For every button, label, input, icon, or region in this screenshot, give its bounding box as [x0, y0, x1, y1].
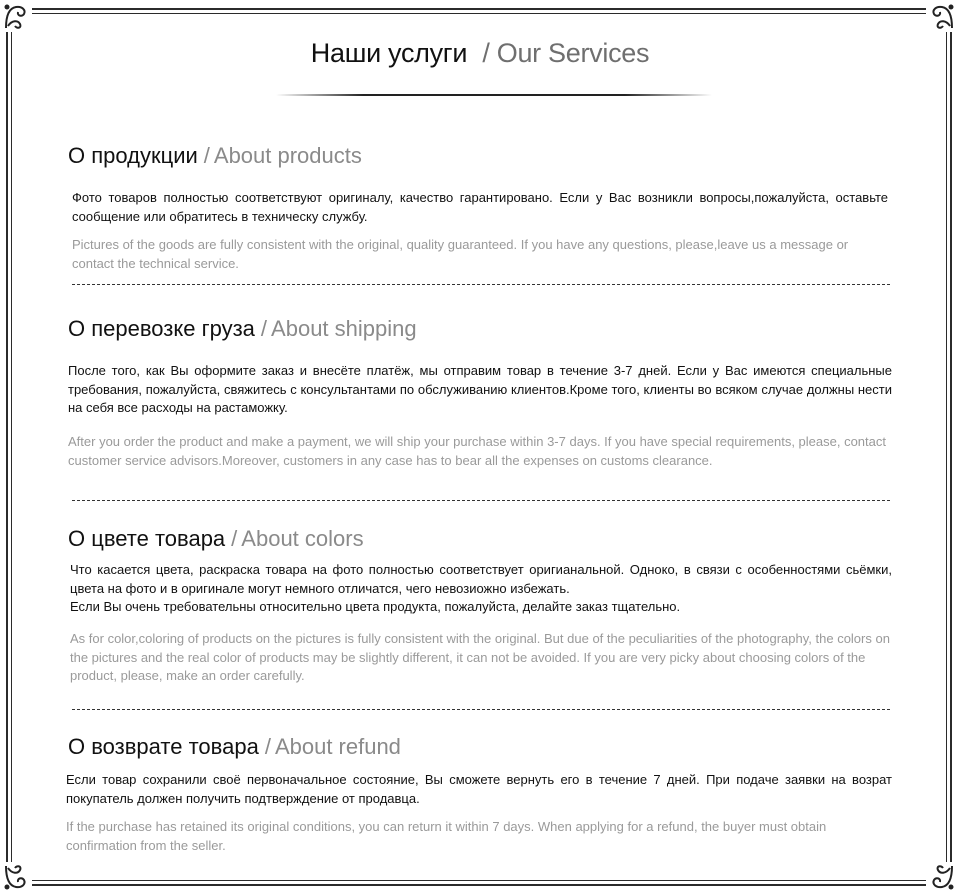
page-title: [0, 38, 960, 69]
heading-separator: /: [203, 143, 210, 168]
section-heading-en: About colors: [241, 526, 364, 551]
heading-separator: /: [264, 734, 271, 759]
page-title-en: / Our Services: [482, 38, 650, 68]
section-text-en: If the purchase has retained its original conditions, you can return it within 7 days. When applying for a refund, the buyer must obtain confirmation from the seller.: [66, 819, 827, 853]
section-text-ru: Фото товаров полностью соответствуют оригиналу, качество гарантировано. Если у Вас возникли вопросы,пожалуйста, оставьте сообщение или обратитесь в техническу службу.: [72, 190, 888, 224]
heading-separator: /: [260, 316, 268, 341]
corner-ornament-icon: [926, 862, 956, 892]
section-heading-en: About refund: [274, 734, 401, 759]
page-title-ru: Наши услуги: [310, 38, 468, 68]
section-heading-refund: [68, 734, 401, 760]
dashed-divider: [72, 709, 890, 710]
section-text-ru: После того, как Вы оформите заказ и внесёте платёж, мы отправим товар в течение 3-7 дней. Если у Вас имеются специальные требования, пожалуйста, свяжитесь с консультантами по обслуживанию клиентов.Кроме того, клиенты во всяком случае должны нести на себя все расходы на растаможку.: [68, 363, 892, 415]
section-heading-en: About shipping: [271, 316, 417, 341]
section-text-ru: Если товар сохранили своё первоначальное состояние, Вы сможете вернуть его в течение 7 дней. При подаче заявки на возрат покупатель должен получить подтверждение от продавца.: [66, 772, 892, 806]
section-text-en: After you order the product and make a payment, we will ship your purchase within 3-7 days. If you have special requirements, please, contact customer service advisors.Moreover, customers in any case has to bear all the expenses on customs clearance.: [68, 434, 886, 468]
section-text-en: Pictures of the goods are fully consistent with the original, quality guaranteed. If you have any questions, please,leave us a message or contact the technical service.: [72, 237, 849, 271]
title-underline: [276, 94, 712, 96]
section-heading-ru: О цвете товара: [68, 526, 226, 551]
heading-separator: /: [231, 526, 238, 551]
dashed-divider: [72, 284, 890, 285]
section-heading-ru: О возврате товара: [68, 734, 259, 759]
corner-ornament-icon: [926, 2, 956, 32]
section-text-en: As for color,coloring of products on the pictures is fully consistent with the original. But due of the peculiarities of the photography, the colors on the pictures and the real color of products may be slightly different, it can not be avoided. If you are very picky about choosing colors of the product, please, make an order carefully.: [70, 631, 890, 683]
section-heading-en: About products: [213, 143, 362, 168]
corner-ornament-icon: [2, 2, 32, 32]
corner-ornament-icon: [2, 862, 32, 892]
section-heading-shipping: [68, 316, 417, 342]
section-heading-ru: О продукции: [68, 143, 198, 168]
section-heading-products: [68, 143, 362, 169]
dashed-divider: [72, 500, 890, 501]
section-text-ru: Что касается цвета, раскраска товара на фото полностью соответствует оригианальной. Одноко, в связи с особенностями сьёмки, цвета на фото и в оригинале могут немного отличатся, чего невозиожно избежать.: [70, 562, 892, 596]
section-text-ru-2: Если Вы очень требовательны относительно цвета продукта, пожалуйста, делайте заказ тщательно.: [70, 599, 681, 614]
section-heading-ru: О перевозке груза: [68, 316, 255, 341]
section-heading-colors: [68, 526, 364, 552]
